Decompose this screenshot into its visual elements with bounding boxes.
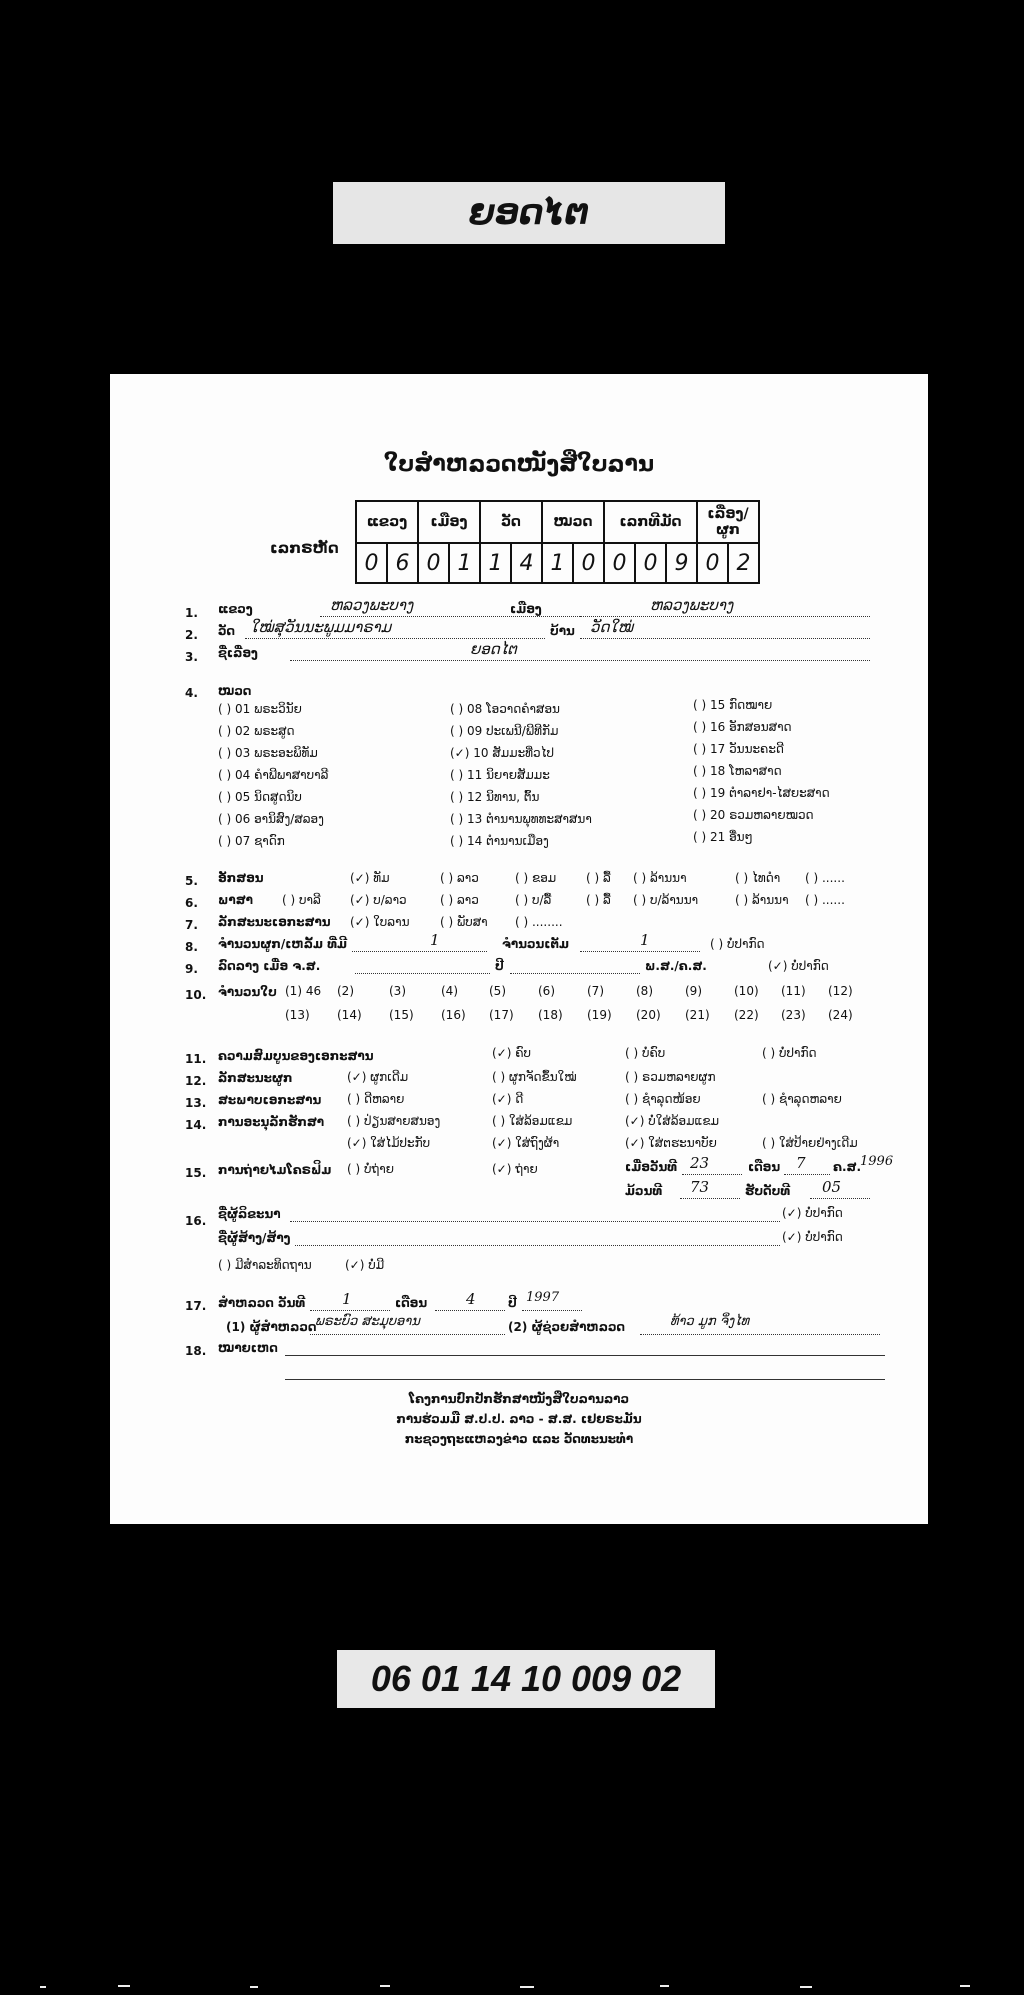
code-digit: 0 [697, 543, 728, 583]
code-digit: 1 [480, 543, 511, 583]
leaf-count-cell: (7) [587, 984, 604, 998]
leaf-count-cell: (16) [441, 1008, 466, 1022]
code-header-district: ເມືອງ [418, 501, 480, 543]
code-digit: 0 [573, 543, 604, 583]
script-option[interactable]: (✓) ທັມ [350, 871, 390, 885]
category-15[interactable]: ( ) 15 ກົດໝາຍ [693, 698, 773, 712]
category-04[interactable]: ( ) 04 ຄຳພີພາສາບາລີ [218, 768, 329, 782]
script-option[interactable]: ( ) ລື້ [586, 871, 611, 885]
category-03[interactable]: ( ) 03 ພຣະອະພິທັມ [218, 746, 318, 760]
line11-number: 11. [185, 1052, 207, 1066]
code-table [355, 500, 760, 584]
code-digit: 2 [728, 543, 759, 583]
bundle-type-label: ລັກສະນະຜູກ [218, 1071, 293, 1085]
province-label: ແຂວງ [218, 602, 253, 616]
line13-number: 13. [185, 1096, 207, 1110]
bundle-type-option[interactable]: ( ) ຣວມຫລາຍຜູກ [625, 1070, 716, 1084]
microfilm-day: 23 [690, 1154, 710, 1172]
category-19[interactable]: ( ) 19 ຕຳລາຢາ-ໄສຍະສາດ [693, 786, 830, 800]
category-13[interactable]: ( ) 13 ຕຳນານພຸທທະສາສນາ [450, 812, 592, 826]
survey-month-label: ເດືອນ [395, 1296, 428, 1310]
temple-value: ໃໝ່ສຸວັນນະພູມມາຣາມ [250, 618, 392, 636]
microfilm-year: 1996 [860, 1154, 894, 1169]
category-17[interactable]: ( ) 17 ວັນນະຄະດີ [693, 742, 784, 756]
footer-line-3: ກະຊວງຖະແຫລງຂ່າວ ແລະ ວັດທະນະທຳ [404, 1432, 634, 1446]
title-line [290, 646, 870, 661]
microfilm-roll-line [680, 1184, 740, 1199]
code-header-province: ແຂວງ [356, 501, 418, 543]
document-code-strip [337, 1650, 715, 1708]
conservation-option[interactable]: ( ) ປ່ຽນສາຍສນອງ [347, 1114, 441, 1128]
full-count-label: ຈຳນວນເຕັມ [502, 937, 569, 951]
microfilm-seq-label: ຮັບດັບທີ [745, 1184, 791, 1198]
title-value: ຍອດໄຕ [470, 640, 517, 658]
line15-number: 15. [185, 1166, 207, 1180]
title-label: ຊື່ເລື່ອງ [218, 646, 258, 660]
line17-number: 17. [185, 1299, 207, 1313]
language-option[interactable]: (✓) ບ/ລາວ [350, 893, 407, 907]
completeness-option[interactable]: ( ) ບໍ່ປາກົດ [762, 1046, 817, 1060]
top-label-text: ຍອດໄຕ [469, 193, 589, 233]
leaf-count-cell: (17) [489, 1008, 514, 1022]
film-speck [660, 1985, 669, 1987]
leaf-count-cell: (9) [685, 984, 702, 998]
language-option[interactable]: ( ) ລາວ [440, 893, 479, 907]
category-09[interactable]: ( ) 09 ປະເພນີ/ພີທີກັມ [450, 724, 559, 738]
film-speck [380, 1985, 390, 1987]
material-option[interactable]: (✓) ໃບລານ [350, 915, 410, 929]
leaf-count-cell: (2) [337, 984, 354, 998]
conservation-option[interactable]: (✓) ໃສ່ຖົງຜ້າ [492, 1136, 560, 1150]
date-copy-label: ລົດລາງ ເມື່ອ ຈ.ສ. [218, 959, 321, 973]
condition-option[interactable]: ( ) ຊຳລຸດຫລາຍ [762, 1092, 842, 1106]
scribe-label: ຊື່ຜູ້ລິຂະນາ [218, 1207, 281, 1221]
microfilm-month-line [784, 1160, 830, 1175]
language-option[interactable]: ( ) ບາລີ [282, 893, 321, 907]
language-option[interactable]: ( ) ...... [805, 893, 845, 907]
microfilm-roll: 73 [690, 1178, 710, 1196]
microfilm-roll-label: ມ້ວນທີ [625, 1184, 663, 1198]
leaf-count-cell: (19) [587, 1008, 612, 1022]
line10-number: 10. [185, 988, 207, 1002]
film-speck [800, 1986, 812, 1988]
title-label-strip [333, 182, 725, 244]
survey-month: 4 [466, 1290, 476, 1308]
category-14[interactable]: ( ) 14 ຕຳນານເມືອງ [450, 834, 549, 848]
conservation-option[interactable]: (✓) ບໍ່ໃສ່ລ້ອມແຂມ [625, 1114, 720, 1128]
microfilm-seq: 05 [822, 1178, 842, 1196]
fascicle-count-value: 1 [430, 931, 440, 949]
category-01[interactable]: ( ) 01 ພຣະວິນັຍ [218, 702, 302, 716]
full-count-value: 1 [640, 931, 650, 949]
date-year-label: ປີ [495, 959, 504, 973]
leaf-count-label: ຈຳນວນໃບ [218, 985, 277, 999]
completeness-label: ຄວາມສົມບູນຂອງເອກະສານ [218, 1049, 374, 1063]
microfilm-label: ການຖ່າຍໄມໂຄຣຟິມ [218, 1163, 332, 1177]
script-option[interactable]: ( ) ...... [805, 871, 845, 885]
script-option[interactable]: ( ) ລ້ານນາ [633, 871, 687, 885]
film-speck [960, 1985, 970, 1987]
district-label: ເມືອງ [510, 602, 542, 616]
assistant-value: ທ້າວ ມູກ ຈິ່ງໄທ [670, 1314, 750, 1329]
microfilm-option[interactable]: ( ) ບໍ່ຖ່າຍ [347, 1162, 394, 1176]
line16-number: 16. [185, 1214, 207, 1228]
material-option[interactable]: ( ) ........ [515, 915, 563, 929]
line1-number: 1. [185, 606, 198, 620]
leaf-count-cell: (15) [389, 1008, 414, 1022]
dedication-option[interactable]: ( ) ມີສໍາລະທິດຖານ [218, 1258, 312, 1272]
category-11[interactable]: ( ) 11 ນິຍາຍສັມມະ [450, 768, 550, 782]
line6-number: 6. [185, 896, 198, 910]
survey-date-label: ສໍາຫລວດ ວັນທີ [218, 1296, 306, 1310]
leaf-count-cell: (24) [828, 1008, 853, 1022]
line4-number: 4. [185, 686, 198, 700]
material-label: ລັກສະນະເອກະສານ [218, 915, 331, 929]
province-value: ຫລວງພະບາງ [330, 596, 414, 614]
line12-number: 12. [185, 1074, 207, 1088]
leaf-count-cell: (14) [337, 1008, 362, 1022]
conservation-label: ການອະນຸລັກຮັກສາ [218, 1115, 325, 1129]
fascicle-count-label: ຈຳນວນຜູກ/ເຫລັ້ມ ທີ່ມີ [218, 937, 348, 951]
script-option[interactable]: ( ) ຂອມ [515, 871, 557, 885]
village-label: ບ້ານ [550, 624, 575, 638]
condition-label: ສະພາບເອກະສານ [218, 1093, 322, 1107]
scribe-line [290, 1207, 780, 1222]
category-10[interactable]: (✓) 10 ສັມມະທີ່ວໄປ [450, 746, 555, 760]
code-digit: 1 [449, 543, 480, 583]
language-option[interactable]: ( ) ບ/ລ້ານນາ [633, 893, 699, 907]
category-08[interactable]: ( ) 08 ໂອວາດຄຳສອນ [450, 702, 560, 716]
sponsor-line [295, 1231, 780, 1246]
conservation-option[interactable]: ( ) ໃສ່ປ້າຍຢ່າງເດີມ [762, 1136, 858, 1150]
date-copy-line [355, 959, 490, 974]
category-16[interactable]: ( ) 16 ອັກສອນສາດ [693, 720, 792, 734]
language-label: ພາສາ [218, 893, 253, 907]
completeness-option[interactable]: ( ) ບໍ່ຄົບ [625, 1046, 666, 1060]
language-option[interactable]: ( ) ບ/ລື້ [515, 893, 552, 907]
conservation-option[interactable]: (✓) ໃສ່ຕຮະນາບັຍ [625, 1136, 717, 1150]
line14-number: 14. [185, 1118, 207, 1132]
line18-number: 18. [185, 1344, 207, 1358]
village-value: ວັດໃໝ່ [590, 618, 634, 636]
line7-number: 7. [185, 918, 198, 932]
category-21[interactable]: ( ) 21 ອື່ນໆ [693, 830, 753, 844]
leaf-count-cell: (12) [828, 984, 853, 998]
count-unknown-option[interactable]: ( ) ບໍ່ປາກົດ [710, 937, 765, 951]
language-option[interactable]: ( ) ລື້ [586, 893, 611, 907]
line5-number: 5. [185, 874, 198, 888]
script-label: ອັກສອນ [218, 871, 264, 885]
script-option[interactable]: ( ) ໄທດຳ [735, 871, 781, 885]
sponsor-label: ຊື່ຜູ້ສ້າງ/ສ້າງ [218, 1231, 291, 1245]
film-speck [118, 1985, 130, 1987]
code-header-fascicle: ເລື່ອງ/ຜູກ [697, 501, 759, 543]
microfilm-date-label: ເມື່ອວັນທີ [625, 1160, 678, 1174]
code-digit: 0 [604, 543, 635, 583]
remark-line-1 [285, 1341, 885, 1356]
scribe-unknown-option[interactable]: (✓) ບໍ່ປາກົດ [782, 1206, 843, 1220]
code-digit: 4 [511, 543, 542, 583]
category-label: ໝວດ [218, 684, 252, 698]
survey-year-label: ປີ [508, 1296, 517, 1310]
leaf-count-cell: (3) [389, 984, 406, 998]
category-18[interactable]: ( ) 18 ໂຫລາສາດ [693, 764, 782, 778]
code-header-bundle: ເລກທີມັດ [604, 501, 697, 543]
category-12[interactable]: ( ) 12 ນິທານ, ຕົ້ນ [450, 790, 540, 804]
language-option[interactable]: ( ) ລ້ານນາ [735, 893, 789, 907]
leaf-count-cell: (20) [636, 1008, 661, 1022]
film-speck [520, 1986, 534, 1988]
code-label: ເລກຣຫັດ [270, 539, 339, 557]
bundle-type-option[interactable]: (✓) ຜູກເດີມ [347, 1070, 409, 1084]
material-option[interactable]: ( ) ພັບສາ [440, 915, 488, 929]
line2-number: 2. [185, 628, 198, 642]
category-20[interactable]: ( ) 20 ຣວມຫລາຍໝວດ [693, 808, 814, 822]
film-speck [40, 1986, 46, 1988]
district-value: ຫລວງພະບາງ [650, 596, 734, 614]
condition-option[interactable]: (✓) ດີ [492, 1092, 524, 1106]
code-digit: 0 [635, 543, 666, 583]
category-06[interactable]: ( ) 06 ອານິສົງ/ສລອງ [218, 812, 324, 826]
survey-form-sheet [110, 374, 928, 1524]
code-header-category: ໝວດ [542, 501, 604, 543]
date-be-label: ພ.ສ./ຄ.ສ. [645, 959, 707, 973]
script-option[interactable]: ( ) ລາວ [440, 871, 479, 885]
microfilm-month: 7 [796, 1154, 806, 1172]
microfilm-month-label: ເດືອນ [748, 1160, 781, 1174]
conservation-option[interactable]: (✓) ໃສ່ໄມ້ປະກັບ [347, 1136, 431, 1150]
remark-label: ໝາຍເຫດ [218, 1341, 278, 1355]
microfilm-year-label: ຄ.ສ. [833, 1160, 862, 1174]
condition-option[interactable]: ( ) ຊຳລຸດໜ້ອຍ [625, 1092, 701, 1106]
footer-line-1: ໂຄງການປົກປັກຮັກສາໜັງສືໃບລານລາວ [408, 1392, 630, 1406]
dedication-option[interactable]: (✓) ບໍ່ມີ [345, 1258, 385, 1272]
code-digit: 6 [387, 543, 418, 583]
code-header-temple: ວັດ [480, 501, 542, 543]
footer-line-2: ການຮ່ວມມື ສ.ປ.ປ. ລາວ - ສ.ສ. ເຢຍຣະມັນ [396, 1412, 642, 1426]
leaf-count-cell: (5) [489, 984, 506, 998]
line3-number: 3. [185, 650, 198, 664]
leaf-count-cell: (4) [441, 984, 458, 998]
code-digit: 0 [418, 543, 449, 583]
code-digit: 9 [666, 543, 697, 583]
fascicle-count-line [352, 937, 487, 952]
leaf-count-cell: (23) [781, 1008, 806, 1022]
condition-option[interactable]: ( ) ດີຫລາຍ [347, 1092, 405, 1106]
remark-line-2 [285, 1365, 885, 1380]
surveyor-value: ພຣະບົວ ສະມຸບອານ [315, 1314, 420, 1329]
bundle-type-option[interactable]: ( ) ຜູກຈັດຂຶ້ນໃໝ່ [492, 1070, 577, 1084]
form-title: ໃບສໍາຫລວດໜັງສືໃບລານ [383, 452, 655, 477]
leaf-count-cell: (8) [636, 984, 653, 998]
leaf-count-cell: (22) [734, 1008, 759, 1022]
conservation-option[interactable]: ( ) ໃສ່ລ້ອມແຂມ [492, 1114, 573, 1128]
leaf-count-cell: (18) [538, 1008, 563, 1022]
completeness-option[interactable]: (✓) ຄົບ [492, 1046, 531, 1060]
leaf-count-cell: (1) 46 [285, 984, 322, 998]
assistant-label: (2) ຜູ້ຊ່ວຍສຳຫລວດ [508, 1320, 626, 1334]
leaf-count-cell: (21) [685, 1008, 710, 1022]
line8-number: 8. [185, 940, 198, 954]
leaf-count-cell: (13) [285, 1008, 310, 1022]
category-05[interactable]: ( ) 05 ນິດສູດນິບ [218, 790, 302, 804]
document-code-text: 06 01 14 10 009 02 [370, 1658, 682, 1699]
category-02[interactable]: ( ) 02 ພຣະສູດ [218, 724, 295, 738]
leaf-count-cell: (10) [734, 984, 759, 998]
code-digit: 1 [542, 543, 573, 583]
survey-year: 1997 [526, 1290, 560, 1305]
surveyor-label: (1) ຜູ້ສໍາຫລວດ [226, 1320, 317, 1334]
sponsor-unknown-option[interactable]: (✓) ບໍ່ປາກົດ [782, 1230, 843, 1244]
category-07[interactable]: ( ) 07 ຊາດົກ [218, 834, 285, 848]
line9-number: 9. [185, 962, 198, 976]
date-unknown-option[interactable]: (✓) ບໍ່ປາກົດ [768, 959, 829, 973]
leaf-count-cell: (6) [538, 984, 555, 998]
microfilm-option[interactable]: (✓) ຖ່າຍ [492, 1162, 538, 1176]
film-speck [250, 1986, 258, 1988]
leaf-count-cell: (11) [781, 984, 806, 998]
date-year-line [510, 959, 640, 974]
temple-label: ວັດ [218, 624, 236, 638]
code-digit: 0 [356, 543, 387, 583]
survey-day: 1 [342, 1290, 352, 1308]
